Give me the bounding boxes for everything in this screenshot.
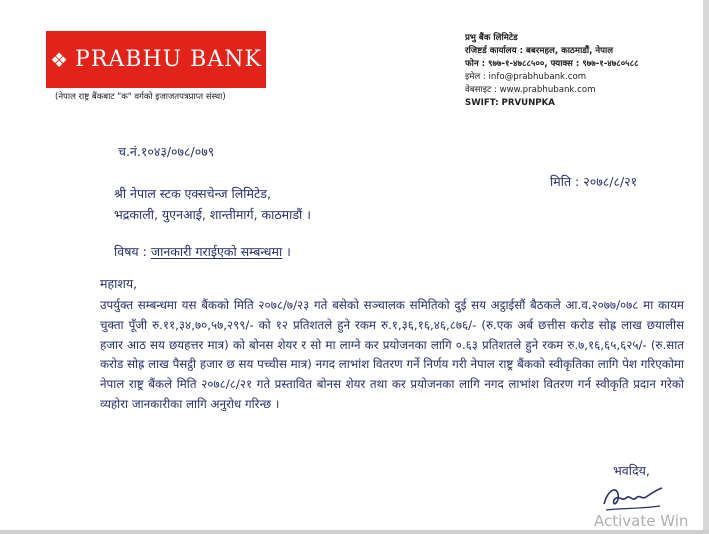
email: इमेल : info@prabhubank.com: [465, 72, 587, 82]
bank-name: प्रभु बैंक लिमिटेड: [465, 33, 518, 43]
logo-emblem-icon: ❖: [50, 47, 70, 72]
subject-label: विषय :: [114, 244, 151, 259]
window-edge-right: [703, 0, 709, 534]
letter-paragraph: उपर्युक्त सम्बन्धमा यस बैंकको मिति २०७८/७/२३ गते बसेको सञ्चालक समितिको दुई सय अट्ठाईसौं बैठकले आ.व.२०७७/०७८ मा कायम चुक्ता पूँजी रु.११,३४,७०,५७,२९९/- को १२ प्रतिशतले हुने रकम रु.१,३६,१६,४६,८७६/- (रु.एक अर्ब छत्तीस करोड सोह्र लाख छयालीस हजार आठ सय छयहत्तर मात्र) को बोनस शेयर र सो मा लाग्ने कर प्रयोजनका लागि ०.६३ प्रतिशतले हुने रकम रु.७,१६,६५,६२५/- (रु.सात करोड सोह्र लाख पैसट्ठी हजार छ सय पच्चीस मात्र) नगद लाभांश वितरण गर्ने निर्णय गरी नेपाल राष्ट्र बैंकको स्वीकृतिका लागि पेश गरिएकोमा नेपाल राष्ट्र बैंकले मिति २०७८/८/२१ गते प्रस्तावित बोनस शेयर तथा कर प्रयोजनका लागि नगद लाभांश वितरण गर्न स्वीकृति प्रदान गरेको व्यहोरा जानकारीका लागि अनुरोध गरिन्छ ।: [100, 298, 684, 411]
subject-line: [114, 243, 291, 260]
subject-end: ।: [282, 244, 291, 259]
website: वेबसाइट : www.prabhubank.com: [465, 85, 596, 95]
bank-logo: [46, 31, 266, 88]
letter-date: मिति : २०७८/८/२१: [550, 174, 638, 189]
bank-contact-block: [465, 32, 639, 110]
logo-text: PRABHU BANK: [75, 47, 262, 72]
license-note: (नेपाल राष्ट्र बैंकबाट "क" वर्गको इजाजतपत्रप्राप्त संस्था): [55, 92, 226, 102]
phone-fax: फोन : ९७७-१-४७८८५००, फ्याक्स : ९७७-१-४७८०५८८: [465, 59, 639, 69]
activation-watermark: Activate Win: [594, 512, 689, 530]
recipient-name: श्री नेपाल स्टक एक्सचेन्ज लिमिटेड,: [114, 186, 271, 201]
reference-number: च.नं.१०४३/०७८/०७९: [118, 144, 215, 159]
window-edge-bottom: [0, 530, 709, 534]
registered-office: रजिष्टर्ड कार्यालय : बबरमहल, काठमाडौं, नेपाल: [465, 46, 614, 56]
swift-code: SWIFT: PRVUNPKA: [465, 98, 555, 108]
salutation: महाशय,: [100, 276, 138, 291]
recipient-address: भद्रकाली, युएनआई, शान्तीमार्ग, काठमाडौं ।: [114, 207, 311, 222]
closing: भवदिय,: [613, 463, 650, 478]
subject-text: जानकारी गराईएको सम्बन्धमा: [150, 244, 283, 259]
